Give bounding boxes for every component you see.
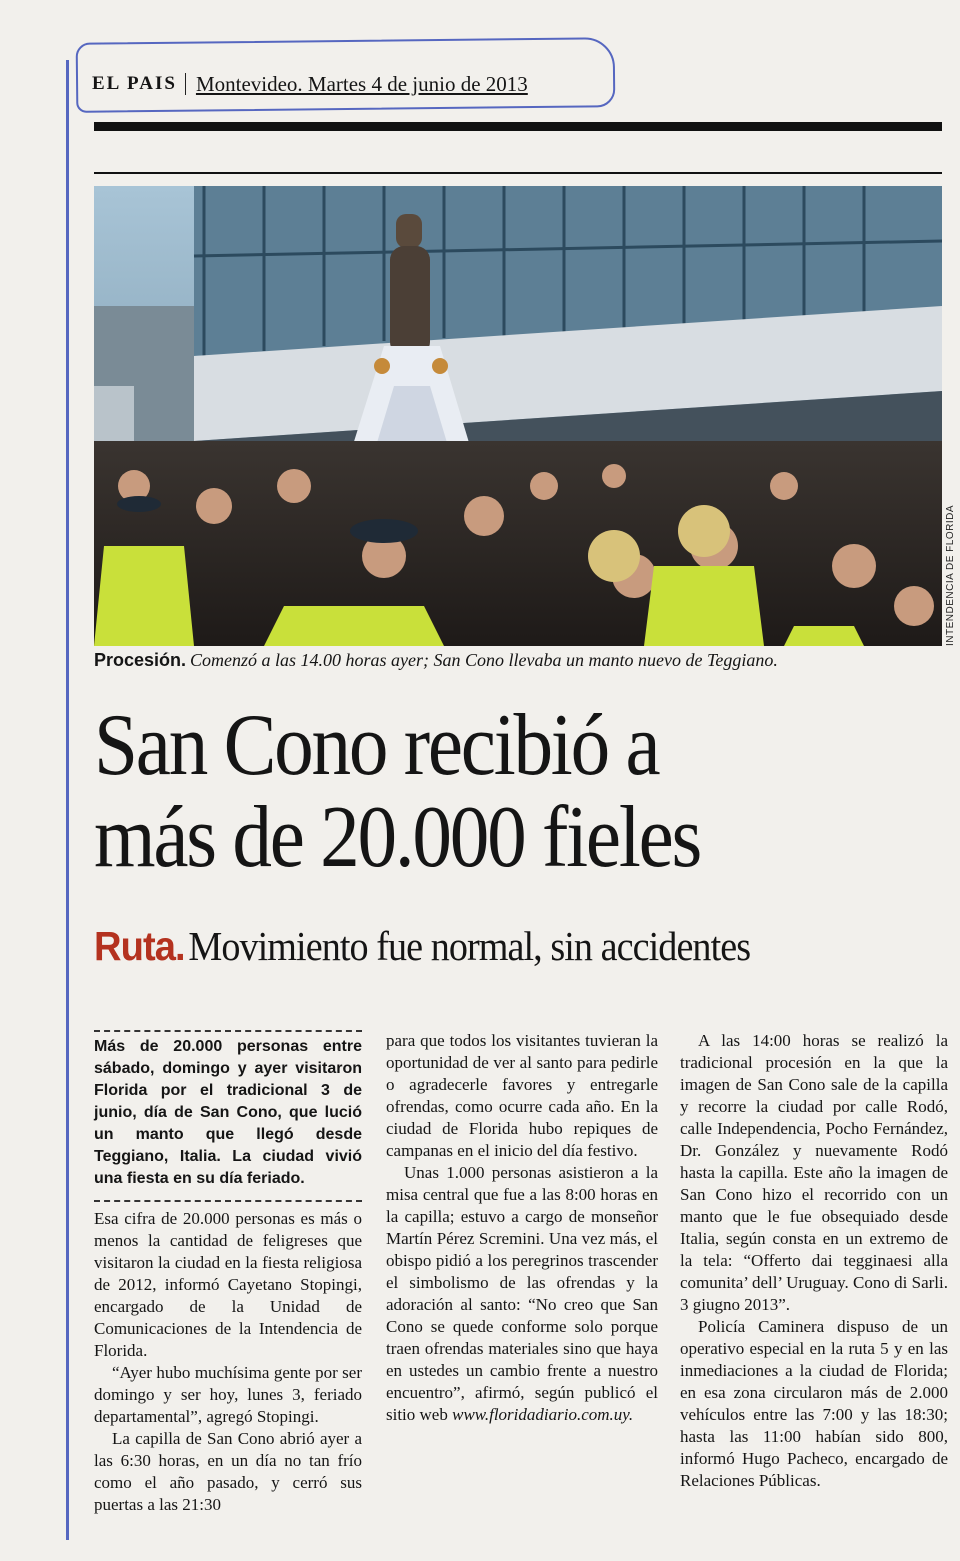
subhead-label: Ruta. xyxy=(94,923,185,969)
article-paragraph: La capilla de San Cono abrió ayer a las 6:30 horas, en un día no tan frío como el año pasado, y cerró sus puertas a las 21:30 xyxy=(94,1429,362,1514)
section-rule xyxy=(94,172,942,174)
article-column-2 xyxy=(386,1030,658,1426)
caption-label: Procesión. xyxy=(94,650,187,670)
article-lead: Más de 20.000 personas entre sábado, domingo y ayer visitaron Florida por el tradicional 3 de junio, día de San Cono, que lució un manto que llegó desde Teggiano, Italia. La ciudad vivió una fiesta en su día feriado. xyxy=(94,1038,362,1187)
procession-photo xyxy=(94,186,942,646)
article-paragraph: Esa cifra de 20.000 personas es más o menos la cantidad de feligreses que visitaron la ciudad en la fiesta religiosa de 2012, informó Cayetano Stopingi, encargado de la Unidad de Comunicaciones de la Intendencia de Florida. xyxy=(94,1209,362,1360)
headline-line-1: San Cono recibió a xyxy=(94,697,659,794)
article-paragraph: Policía Caminera dispuso de un operativo especial en la ruta 5 y en las inmediaciones a la ciudad de Florida; en esa zona circularon más de 2.000 vehículos entre las 7:00 y las 18:30; hasta las 11:00 habían sido 800, informó Hugo Pacheco, encargado de Relaciones Públicas. xyxy=(680,1317,948,1490)
photo-caption xyxy=(94,650,954,671)
pen-margin-line xyxy=(66,60,69,1540)
article-paragraph xyxy=(386,1162,658,1426)
headline-line-2: más de 20.000 fieles xyxy=(94,789,701,886)
article-paragraph: A las 14:00 horas se realizó la tradicional procesión en la que la imagen de San Cono sale de la capilla y recorre la ciudad por calle Rodó, calle Independencia, Pocho Fernández, Dr. González y nuevamente Rodó hasta la capilla. Este año la imagen de San Cono hizo el recorrido con un manto que le fue obsequiado desde Italia, según consta en un extremo de la tela: “Offerto dai tegginaesi alla comunita’ dell’ Uruguay. Cono di Sarli. 3 giugno 2013”. xyxy=(680,1031,948,1314)
newspaper-name: EL PAIS xyxy=(92,73,186,95)
headline xyxy=(94,697,859,886)
lead-divider-bottom xyxy=(94,1200,362,1202)
header-rule xyxy=(94,122,942,131)
caption-text: Comenzó a las 14.00 horas ayer; San Cono llevaba un manto nuevo de Teggiano. xyxy=(190,650,778,670)
photo-credit: INTENDENCIA DE FLORIDA xyxy=(945,504,956,646)
article-paragraph: para que todos los visitantes tuvieran la oportunidad de ver al santo para pedirle o agradecerle favores y entregarle ofrendas, como ocurre cada año. En la ciudad de Florida hubo repiques de campanas en el inicio del día festivo. xyxy=(386,1031,658,1160)
article-paragraph: “Ayer hubo muchísima gente por ser domingo y ser hoy, lunes 3, feriado departamental”, agregó Stopingi. xyxy=(94,1363,362,1426)
article-column-3 xyxy=(680,1030,948,1492)
subhead-text: Movimiento fue normal, sin accidentes xyxy=(188,923,751,969)
procession-photo-illustration xyxy=(94,186,942,646)
masthead xyxy=(92,68,528,100)
source-url: www.floridadiario.com.uy. xyxy=(452,1405,634,1424)
article-paragraph-text: Unas 1.000 personas asistieron a la misa central que fue a las 8:00 horas en la capilla; estuvo a cargo de monseñor Martín Pérez Scremini. Una vez más, el obispo pidió a los peregrinos trascender el simbolismo de las ofrendas y la adoración al santo: “No creo que San Cono se quede conforme solo porque traen ofrendas materiales sino que haya en ustedes un cambio frente a nuestro encuentro”, afirmó, según publicó el sitio web xyxy=(386,1163,658,1424)
subheadline xyxy=(94,922,894,970)
date-line: Montevideo. Martes 4 de junio de 2013 xyxy=(195,71,528,96)
article-column-1 xyxy=(94,1030,362,1516)
